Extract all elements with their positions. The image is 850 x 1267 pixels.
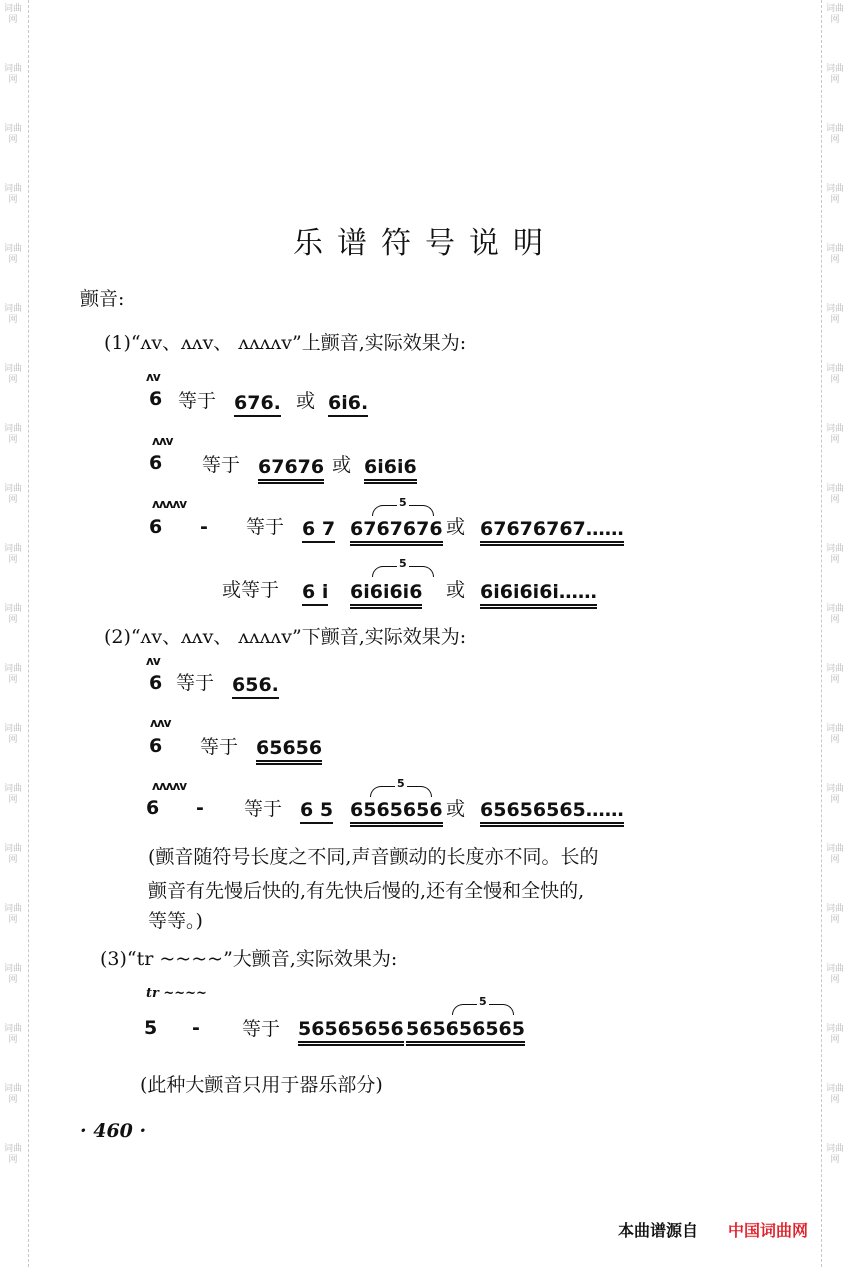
watermark-text: 词曲网 (826, 484, 845, 505)
watermark-text: 词曲网 (4, 484, 23, 505)
right-watermark-column (821, 0, 850, 1267)
or-label: 或 (446, 516, 466, 538)
equals-label: 等于 (202, 454, 241, 476)
notation-c: 6i6i6i6 (350, 581, 422, 609)
trill-ornament: ʌʌv (150, 716, 171, 730)
or-label: 或 (446, 798, 466, 820)
dash: - (192, 1017, 200, 1039)
equals-label: 等于 (178, 390, 217, 412)
watermark-text: 词曲网 (826, 964, 845, 985)
note: 6 (146, 797, 160, 819)
tuplet-bracket: 5 (370, 786, 432, 797)
trill-ornament: ʌʌʌʌv (152, 779, 187, 793)
watermark-text: 词曲网 (4, 784, 23, 805)
notation-c: 6565656 (350, 799, 443, 827)
dash: - (200, 516, 208, 538)
watermark-text: 词曲网 (826, 1084, 845, 1105)
notation-b: 6i6i6i6i…… (480, 581, 597, 609)
watermark-text: 词曲网 (826, 64, 845, 85)
watermark-text: 词曲网 (826, 304, 845, 325)
section2-intro: (2)“ʌv、ʌʌv、 ʌʌʌʌv”下颤音,实际效果为: (104, 626, 467, 648)
dash: - (196, 797, 204, 819)
trill-ornament: ʌv (146, 370, 160, 384)
tuplet-bracket: 5 (452, 1004, 514, 1015)
page-number: · 460 · (80, 1120, 147, 1142)
watermark-text: 词曲网 (826, 664, 845, 685)
notation-c: 6767676 (350, 518, 443, 546)
section3-intro: (3)“tr ~~~~”大颤音,实际效果为: (100, 948, 398, 970)
notation-a: 6 7 (302, 518, 335, 543)
watermark-text: 词曲网 (4, 604, 23, 625)
notation-a: 656. (232, 674, 279, 699)
notation-a: 65656 (256, 737, 322, 765)
watermark-text: 词曲网 (4, 124, 23, 145)
note-line: 等等。) (148, 910, 203, 932)
watermark-text: 词曲网 (826, 544, 845, 565)
notation-a: 6 5 (300, 799, 333, 824)
watermark-text: 词曲网 (826, 364, 845, 385)
tuplet-bracket: 5 (372, 505, 434, 516)
section1-intro: (1)“ʌv、ʌʌv、 ʌʌʌʌv”上颤音,实际效果为: (104, 332, 467, 354)
watermark-text: 词曲网 (826, 124, 845, 145)
watermark-text: 词曲网 (4, 304, 23, 325)
notation-a: 6 i (302, 581, 328, 606)
source-label: 本曲谱源自 (618, 1221, 699, 1240)
trill-ornament: ʌʌv (152, 434, 173, 448)
notation-b: 6i6. (328, 392, 368, 417)
notation-a: 56565656 (298, 1018, 404, 1046)
watermark-text: 词曲网 (826, 1024, 845, 1045)
note: 6 (149, 735, 163, 757)
watermark-text: 词曲网 (4, 4, 23, 25)
equals-label: 等于 (244, 798, 283, 820)
watermark-text: 词曲网 (826, 244, 845, 265)
watermark-text: 词曲网 (826, 1144, 845, 1165)
watermark-text: 词曲网 (4, 544, 23, 565)
watermark-text: 词曲网 (826, 844, 845, 865)
watermark-text: 词曲网 (4, 184, 23, 205)
or-label: 或 (296, 390, 316, 412)
watermark-text: 词曲网 (826, 724, 845, 745)
equals-label: 等于 (200, 736, 239, 758)
watermark-text: 词曲网 (4, 64, 23, 85)
equals-label: 等于 (176, 672, 215, 694)
or-equals-label: 或等于 (222, 579, 280, 601)
note: 6 (149, 516, 163, 538)
left-watermark-column (0, 0, 29, 1267)
note: 6 (149, 672, 163, 694)
watermark-text: 词曲网 (4, 1084, 23, 1105)
watermark-text: 词曲网 (4, 364, 23, 385)
watermark-text: 词曲网 (826, 784, 845, 805)
trill-ornament: tr ~~~~ (146, 986, 207, 1001)
notation-b: 6i6i6 (364, 456, 417, 484)
note: 6 (149, 452, 163, 474)
tuplet-bracket: 5 (372, 566, 434, 577)
notation-b: 65656565…… (480, 799, 624, 827)
note-line: 颤音有先慢后快的,有先快后慢的,还有全慢和全快的, (148, 880, 585, 902)
notation-c: 565656565 (406, 1018, 525, 1046)
notation-a: 676. (234, 392, 281, 417)
watermark-text: 词曲网 (4, 964, 23, 985)
watermark-text: 词曲网 (4, 1024, 23, 1045)
equals-label: 等于 (242, 1018, 281, 1040)
watermark-text: 词曲网 (4, 1144, 23, 1165)
section-heading: 颤音: (80, 288, 125, 310)
equals-label: 等于 (246, 516, 285, 538)
watermark-text: 词曲网 (4, 844, 23, 865)
source-site-link[interactable]: 中国词曲网 (728, 1221, 809, 1240)
note: 6 (149, 388, 163, 410)
page-title: 乐谱符号说明 (293, 226, 557, 261)
watermark-text: 词曲网 (4, 244, 23, 265)
notation-b: 67676767…… (480, 518, 624, 546)
watermark-text: 词曲网 (826, 604, 845, 625)
note-line: (此种大颤音只用于器乐部分) (140, 1074, 383, 1096)
note-line: (颤音随符号长度之不同,声音颤动的长度亦不同。长的 (148, 846, 599, 868)
watermark-text: 词曲网 (4, 724, 23, 745)
notation-a: 67676 (258, 456, 324, 484)
watermark-text: 词曲网 (826, 904, 845, 925)
note: 5 (144, 1017, 158, 1039)
watermark-text: 词曲网 (826, 184, 845, 205)
watermark-text: 词曲网 (826, 4, 845, 25)
watermark-text: 词曲网 (4, 424, 23, 445)
or-label: 或 (332, 454, 352, 476)
trill-ornament: ʌʌʌʌv (152, 497, 187, 511)
watermark-text: 词曲网 (4, 904, 23, 925)
watermark-text: 词曲网 (826, 424, 845, 445)
trill-ornament: ʌv (146, 654, 160, 668)
watermark-text: 词曲网 (4, 664, 23, 685)
or-label: 或 (446, 579, 466, 601)
